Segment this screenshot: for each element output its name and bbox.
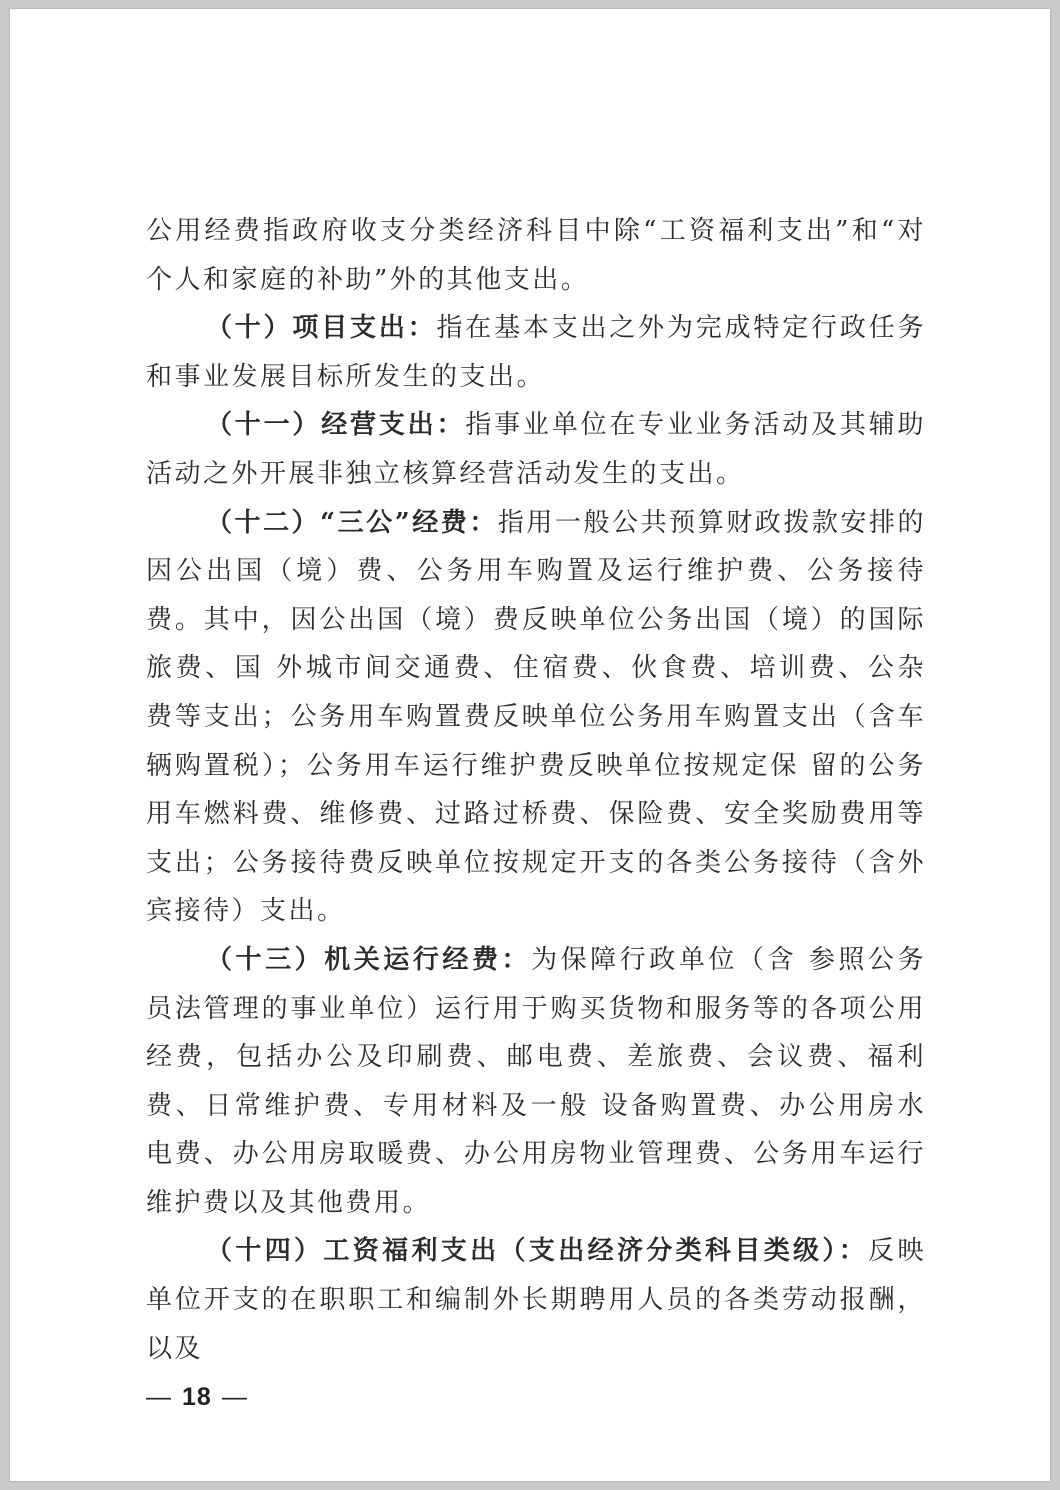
paragraph-operating-expenditure — [146, 401, 926, 498]
section-heading: （十一）经营支出： — [206, 410, 466, 441]
paragraph-text: 指事业单位在专业业务活动及其辅助活动之外开展非独立核算经营活动发生的支出。 — [146, 410, 926, 489]
document-body — [146, 207, 926, 1373]
footer-dash-left: — — [146, 1383, 172, 1411]
paragraph-text: 指在基本支出之外为完成特定行政任务和事业发展目标所发生的支出。 — [146, 313, 926, 392]
paragraph-project-expenditure — [146, 304, 926, 401]
section-heading: （十）项目支出： — [206, 313, 437, 344]
paragraph-agency-operating-funds — [146, 936, 926, 1228]
paragraph-public-funds — [146, 207, 926, 304]
section-heading: （十三）机关运行经费： — [206, 944, 532, 975]
section-heading: （十二）“三公”经费： — [206, 507, 498, 538]
paragraph-text: 指用一般公共预算财政拨款安排的因公出国（境）费、公务用车购置及运行维护费、公务接待费。其中，因公出国（境）费反映单位公务出国（境）的国际旅费、国 外城市间交通费、住宿费、伙食费、培训费、公杂费等支出；公务用车购置费反映单位公务用车购置支出（含车辆购置税）；公务用车运行维护费反映单位按规定保 留的公务用车燃料费、维修费、过路过桥费、保险费、安全奖励费用等支出；公务接待费反映单位按规定开支的各类公务接待（含外宾接待）支出。 — [146, 507, 926, 927]
footer-dash-right: — — [221, 1383, 248, 1411]
paragraph-three-public-expenses — [146, 499, 926, 936]
page-number-footer — [146, 1383, 248, 1412]
document-page — [10, 9, 1050, 1481]
paragraph-text: 为保障行政单位（含 参照公务员法管理的事业单位）运行用于购买货物和服务等的各项公用经费，包括办公及印刷费、邮电费、差旅费、会议费、福利费、日常维护费、专用材料及一般 设备购置费、办公用房水电费、办公用房取暖费、办公用房物业管理费、公务用车运行维护费以及其他费用。 — [146, 944, 926, 1218]
page-number: 18 — [182, 1383, 212, 1411]
paragraph-salary-welfare-expenditure — [146, 1227, 926, 1373]
paragraph-text: 反映单位开支的在职职工和编制外长期聘用人员的各类劳动报酬，以及 — [146, 1236, 926, 1364]
section-heading: （十四）工资福利支出（支出经济分类科目类级）： — [206, 1236, 869, 1267]
paragraph-text: 公用经费指政府收支分类经济科目中除“工资福利支出”和“对个人和家庭的补助”外的其他支出。 — [146, 216, 926, 295]
